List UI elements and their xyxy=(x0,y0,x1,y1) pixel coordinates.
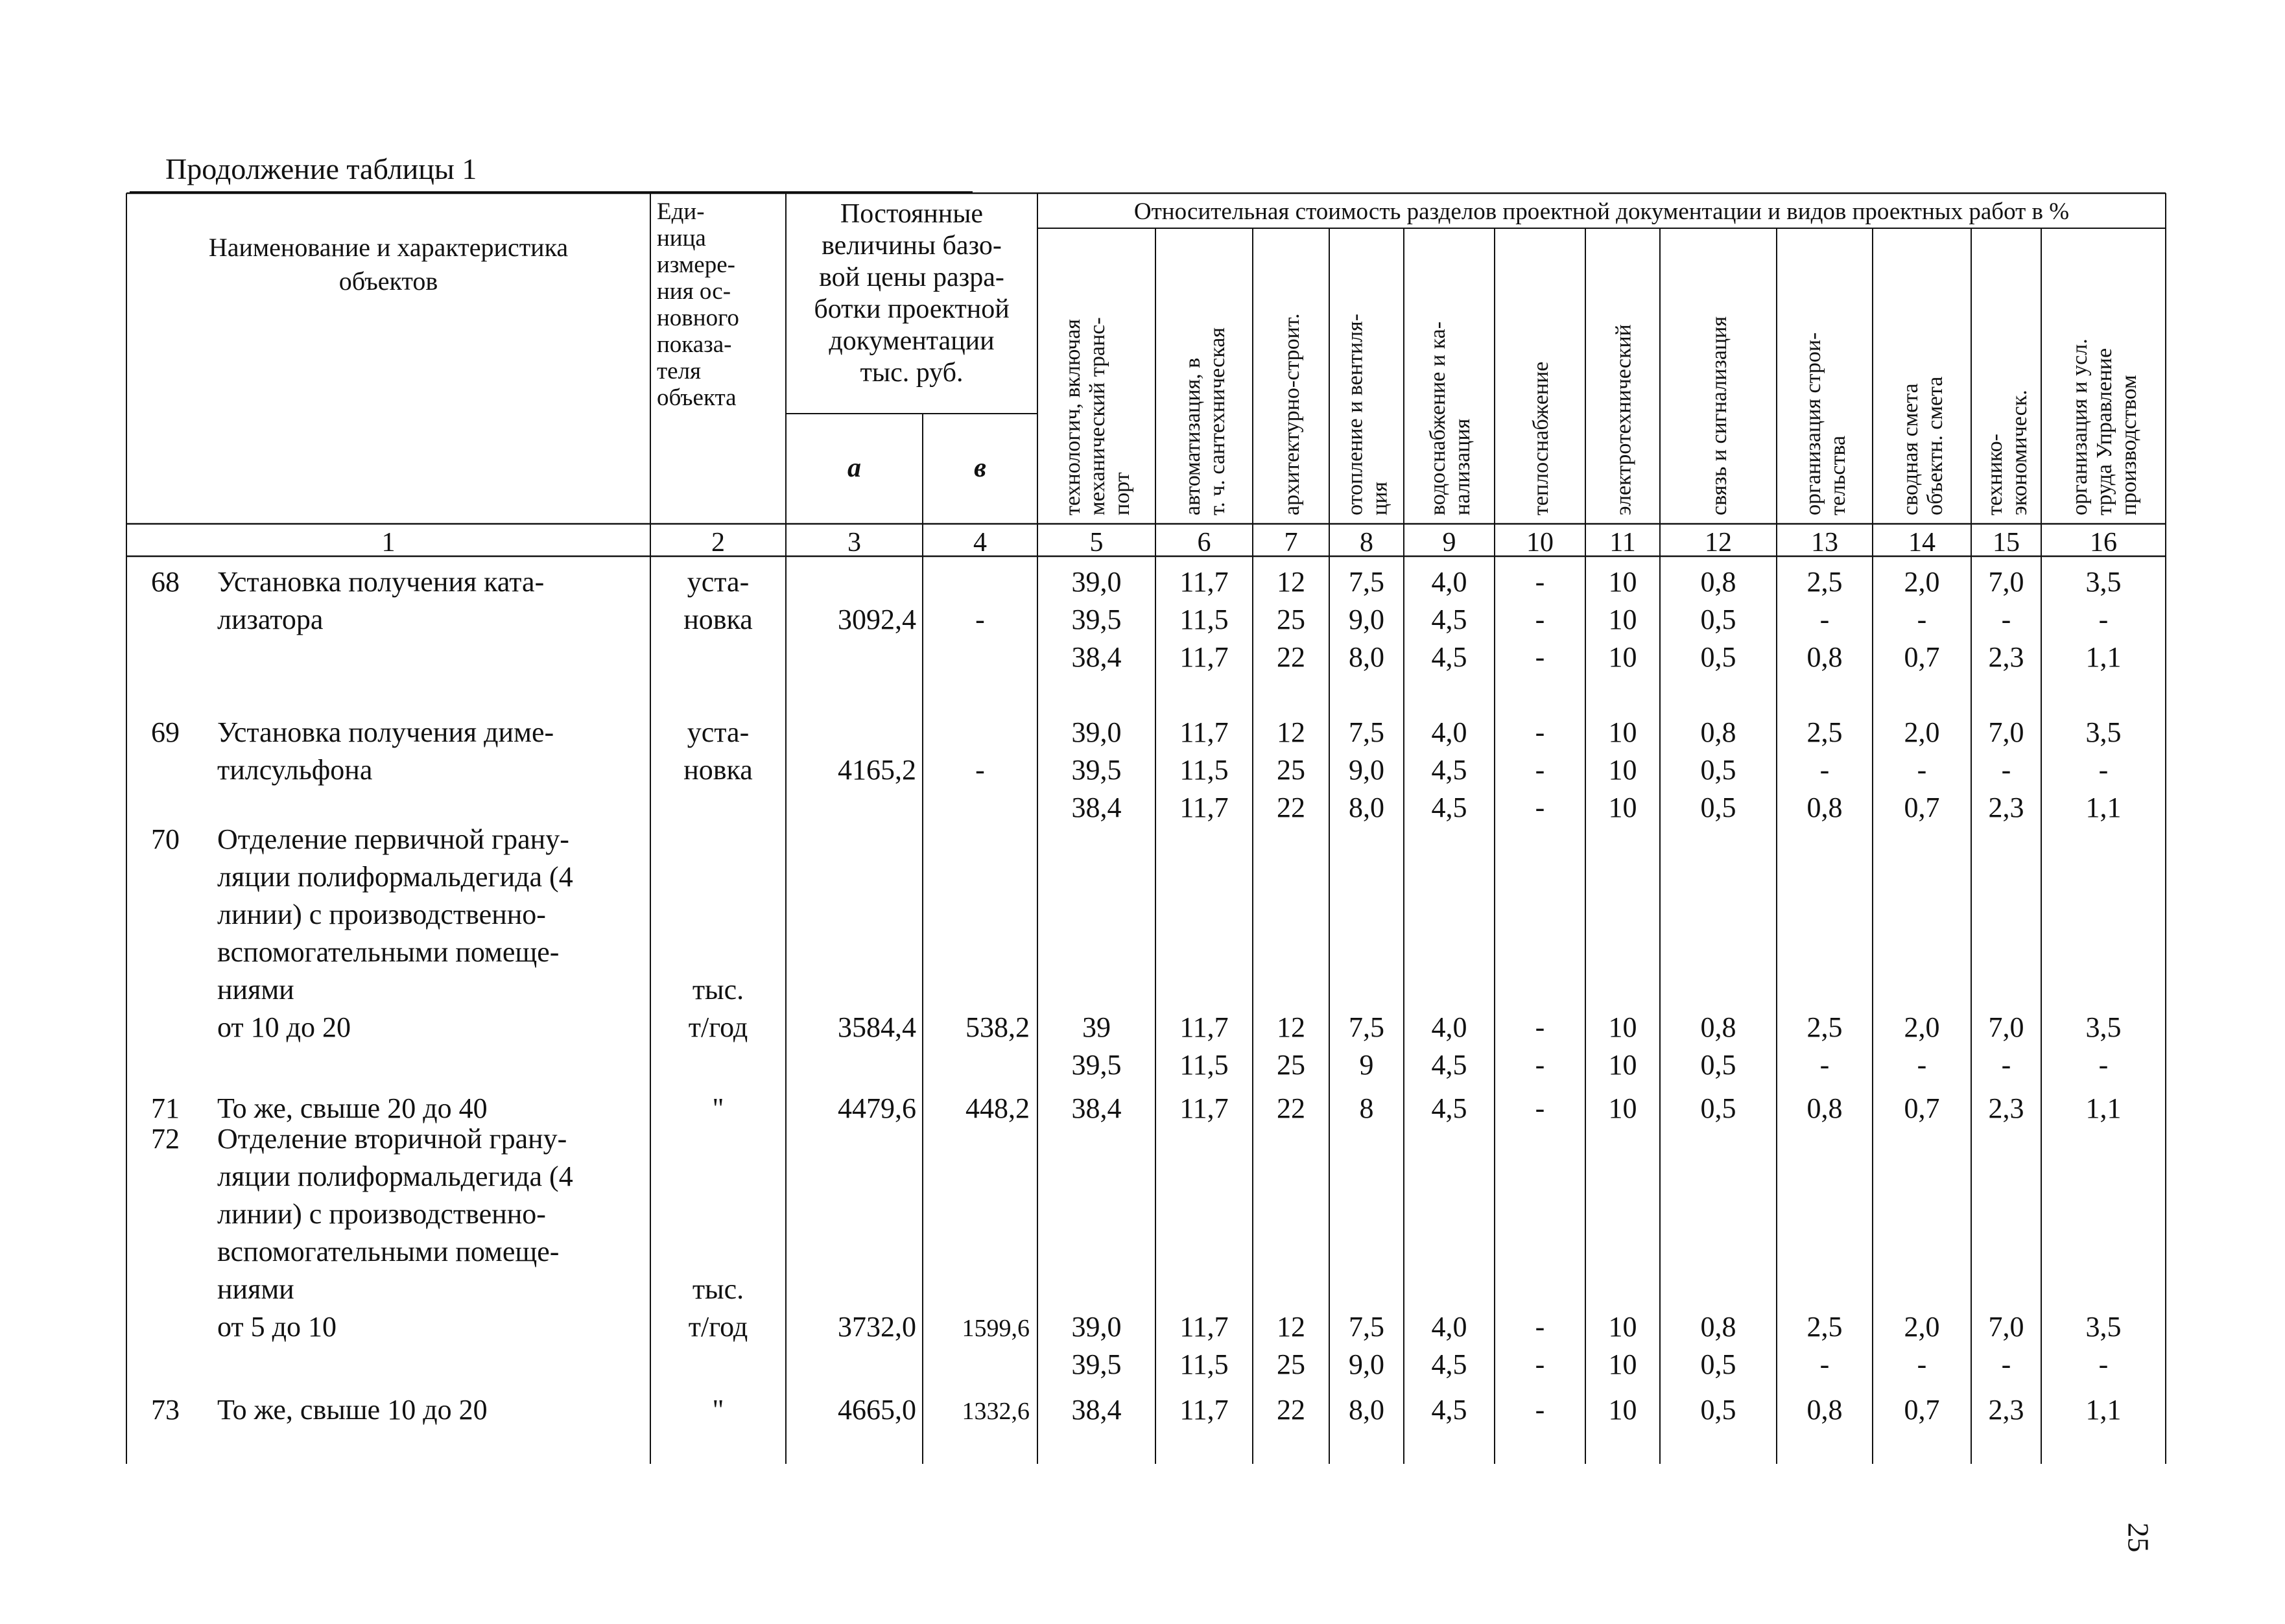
row-unit-line: тыс. xyxy=(692,974,744,1006)
column-number: 2 xyxy=(711,528,725,558)
row-percent-value: 10 xyxy=(1608,1092,1637,1124)
row-percent-value: - xyxy=(2098,604,2109,635)
row-base-price-a: 3584,4 xyxy=(838,1011,916,1043)
row-percent-value: 0,5 xyxy=(1700,1394,1736,1426)
row-percent-value: 2,3 xyxy=(1988,792,2024,823)
row-unit-line: тыс. xyxy=(692,1273,744,1305)
row-percent-value: 11,7 xyxy=(1179,716,1229,748)
row-name-line: вспомогательными помеще- xyxy=(217,1236,560,1267)
row-percent-value: 11,5 xyxy=(1179,604,1229,635)
row-percent-value: - xyxy=(1917,1049,1927,1081)
row-percent-value: 10 xyxy=(1608,1311,1637,1343)
row-percent-value: 39,5 xyxy=(1071,1348,1122,1380)
row-base-price-v: - xyxy=(975,604,985,635)
row-base-price-v: 538,2 xyxy=(965,1011,1030,1043)
row-unit-line: " xyxy=(712,1394,724,1426)
row-percent-value: 2,0 xyxy=(1904,1311,1940,1343)
header-vertical-label: экономическ. xyxy=(2007,390,2031,515)
row-percent-value: 7,0 xyxy=(1988,716,2024,748)
row-percent-value: 7,5 xyxy=(1349,1311,1384,1343)
column-number: 5 xyxy=(1089,528,1104,558)
row-percent-value: 2,5 xyxy=(1806,1011,1843,1043)
row-percent-value: 0,7 xyxy=(1904,792,1940,823)
row-percent-value: 0,5 xyxy=(1700,792,1736,823)
header-const-line: тыс. руб. xyxy=(860,358,964,388)
row-percent-value: 12 xyxy=(1277,716,1305,748)
row-number: 72 xyxy=(151,1123,180,1155)
header-unit-line: новного xyxy=(657,305,739,331)
row-percent-value: 10 xyxy=(1608,716,1637,748)
row-percent-value: - xyxy=(1917,754,1927,786)
row-percent-value: 0,5 xyxy=(1700,1092,1736,1124)
header-vertical-label: архитектурно-строит. xyxy=(1280,313,1304,515)
row-percent-value: 7,0 xyxy=(1988,1011,2024,1043)
row-percent-value: - xyxy=(1819,1049,1830,1081)
row-percent-value: 39,0 xyxy=(1071,716,1122,748)
row-percent-value: 22 xyxy=(1277,1092,1305,1124)
row-name-line: Установка получения ката- xyxy=(217,566,545,598)
row-percent-value: - xyxy=(1819,604,1830,635)
row-percent-value: 7,0 xyxy=(1988,566,2024,598)
row-percent-value: 10 xyxy=(1608,1348,1637,1380)
row-percent-value: 4,0 xyxy=(1431,566,1467,598)
row-unit-line: новка xyxy=(683,754,753,786)
row-percent-value: - xyxy=(1535,792,1545,823)
row-percent-value: 22 xyxy=(1277,792,1305,823)
row-unit-line: " xyxy=(712,1092,724,1124)
row-name-line: То же, свыше 20 до 40 xyxy=(217,1092,488,1124)
header-unit-line: ница xyxy=(657,225,706,252)
header-vertical-label: т. ч. сантехническая xyxy=(1205,327,1229,515)
row-percent-value: 7,5 xyxy=(1349,716,1384,748)
row-percent-value: - xyxy=(2001,604,2011,635)
row-percent-value: - xyxy=(1535,1348,1545,1380)
row-name-line: от 5 до 10 xyxy=(217,1311,337,1343)
row-percent-value: 39,0 xyxy=(1071,566,1122,598)
row-percent-value: 0,7 xyxy=(1904,641,1940,673)
column-number: 7 xyxy=(1284,528,1298,558)
row-unit-line: новка xyxy=(683,604,753,635)
row-percent-value: 25 xyxy=(1277,604,1305,635)
row-name-line: Отделение вторичной грану- xyxy=(217,1123,567,1155)
row-number: 69 xyxy=(151,716,180,748)
header-vertical-label: автоматизация, в xyxy=(1181,357,1205,515)
row-name-line: ляции полиформальдегида (4 xyxy=(217,861,573,893)
row-percent-value: - xyxy=(2098,754,2109,786)
header-unit-line: теля xyxy=(657,358,702,384)
row-percent-value: 0,5 xyxy=(1700,641,1736,673)
header-vertical-label: нализация xyxy=(1450,418,1474,515)
row-base-price-v: 448,2 xyxy=(965,1092,1030,1124)
row-name-line: от 10 до 20 xyxy=(217,1011,351,1043)
row-percent-value: - xyxy=(1535,604,1545,635)
header-vertical-label: организация и усл. xyxy=(2068,338,2092,515)
row-percent-value: 2,0 xyxy=(1904,716,1940,748)
header-unit-line: ния ос- xyxy=(657,278,731,305)
row-number: 73 xyxy=(151,1394,180,1426)
row-name-line: ниями xyxy=(217,1273,294,1305)
row-percent-value: 10 xyxy=(1608,754,1637,786)
row-percent-value: - xyxy=(1917,1348,1927,1380)
row-percent-value: 8 xyxy=(1359,1092,1374,1124)
row-percent-value: 0,5 xyxy=(1700,604,1736,635)
row-percent-value: - xyxy=(1535,716,1545,748)
row-percent-value: 10 xyxy=(1608,1394,1637,1426)
row-base-price-a: 3732,0 xyxy=(838,1311,916,1343)
row-percent-value: 3,5 xyxy=(2085,566,2122,598)
row-name-line: линии) с производственно- xyxy=(217,899,546,930)
row-percent-value: 9,0 xyxy=(1349,604,1384,635)
row-percent-value: - xyxy=(1535,1311,1545,1343)
row-percent-value: 39,0 xyxy=(1071,1311,1122,1343)
row-number: 71 xyxy=(151,1092,180,1124)
column-number: 4 xyxy=(973,528,987,558)
row-percent-value: 3,5 xyxy=(2085,1011,2122,1043)
row-percent-value: 0,7 xyxy=(1904,1092,1940,1124)
row-percent-value: 4,0 xyxy=(1431,1011,1467,1043)
row-percent-value: 0,5 xyxy=(1700,1049,1736,1081)
row-percent-value: 0,5 xyxy=(1700,754,1736,786)
row-name-line: лизатора xyxy=(217,604,324,635)
row-percent-value: 4,5 xyxy=(1431,1394,1467,1426)
header-name-line: Наименование и характеристика xyxy=(208,233,569,262)
row-percent-value: 4,5 xyxy=(1431,1348,1467,1380)
row-percent-value: - xyxy=(1819,754,1830,786)
column-number: 1 xyxy=(381,528,396,558)
row-percent-value: 25 xyxy=(1277,1049,1305,1081)
row-percent-value: 0,8 xyxy=(1806,641,1843,673)
header-vertical-label: технико- xyxy=(1983,433,2007,515)
row-percent-value: 9,0 xyxy=(1349,1348,1384,1380)
row-percent-value: 0,8 xyxy=(1700,1311,1736,1343)
row-percent-value: - xyxy=(2001,1348,2011,1380)
row-percent-value: 38,4 xyxy=(1071,1394,1122,1426)
row-percent-value: - xyxy=(2001,754,2011,786)
row-name-line: тилсульфона xyxy=(217,754,373,786)
row-percent-value: - xyxy=(1535,1394,1545,1426)
row-number: 70 xyxy=(151,823,180,855)
row-percent-value: 25 xyxy=(1277,1348,1305,1380)
header-unit-line: измере- xyxy=(657,252,735,278)
header-vertical-label: механический транс- xyxy=(1085,317,1109,515)
row-percent-value: 0,8 xyxy=(1700,1011,1736,1043)
row-base-price-v: 1332,6 xyxy=(962,1398,1030,1425)
row-percent-value: 3,5 xyxy=(2085,1311,2122,1343)
header-vertical-label: теплоснабжение xyxy=(1529,361,1553,515)
row-percent-value: 12 xyxy=(1277,1011,1305,1043)
row-base-price-v: - xyxy=(975,754,985,786)
row-percent-value: 2,5 xyxy=(1806,1311,1843,1343)
row-name-line: ляции полиформальдегида (4 xyxy=(217,1160,573,1192)
row-percent-value: 0,7 xyxy=(1904,1394,1940,1426)
header-vertical-label: производством xyxy=(2117,375,2141,515)
row-percent-value: 39,5 xyxy=(1071,1049,1122,1081)
row-percent-value: 38,4 xyxy=(1071,641,1122,673)
row-percent-value: 10 xyxy=(1608,566,1637,598)
header-vertical-label: ция xyxy=(1367,481,1392,515)
row-percent-value: 2,0 xyxy=(1904,566,1940,598)
row-percent-value: 2,3 xyxy=(1988,641,2024,673)
row-base-price-v: 1599,6 xyxy=(962,1315,1030,1342)
row-percent-value: 8,0 xyxy=(1349,641,1384,673)
column-number: 10 xyxy=(1526,528,1554,558)
row-number: 68 xyxy=(151,566,180,598)
row-percent-value: 0,8 xyxy=(1700,716,1736,748)
row-base-price-a: 4165,2 xyxy=(838,754,916,786)
row-percent-value: 1,1 xyxy=(2085,1394,2122,1426)
row-percent-value: - xyxy=(1535,1011,1545,1043)
row-unit-line: т/год xyxy=(688,1011,748,1043)
row-name-line: вспомогательными помеще- xyxy=(217,936,560,968)
row-percent-value: 22 xyxy=(1277,641,1305,673)
header-unit-line: показа- xyxy=(657,331,732,358)
row-percent-value: 1,1 xyxy=(2085,792,2122,823)
column-number: 14 xyxy=(1908,528,1936,558)
row-percent-value: 22 xyxy=(1277,1394,1305,1426)
row-percent-value: - xyxy=(1535,754,1545,786)
page-number: 25 xyxy=(2122,1522,2155,1553)
header-relative-title: Относительная стоимость разделов проектной документации и видов проектных работ в % xyxy=(1133,198,2070,225)
row-percent-value: 0,5 xyxy=(1700,1348,1736,1380)
row-percent-value: 11,7 xyxy=(1179,566,1229,598)
row-percent-value: 2,3 xyxy=(1988,1394,2024,1426)
row-percent-value: 4,5 xyxy=(1431,641,1467,673)
header-vertical-label: тельства xyxy=(1826,435,1850,515)
header-vertical-label: технологич, включая xyxy=(1061,319,1085,515)
row-percent-value: - xyxy=(1535,566,1545,598)
row-percent-value: 11,7 xyxy=(1179,641,1229,673)
row-name-line: Установка получения диме- xyxy=(217,716,554,748)
row-percent-value: 4,5 xyxy=(1431,754,1467,786)
header-vertical-label: порт xyxy=(1110,472,1134,515)
header-vertical-label: сводная смета xyxy=(1899,383,1923,515)
row-percent-value: 2,5 xyxy=(1806,716,1843,748)
row-percent-value: 1,1 xyxy=(2085,1092,2122,1124)
row-percent-value: 0,8 xyxy=(1806,1394,1843,1426)
row-percent-value: - xyxy=(2001,1049,2011,1081)
row-percent-value: 9 xyxy=(1359,1049,1374,1081)
row-percent-value: 2,0 xyxy=(1904,1011,1940,1043)
row-percent-value: 8,0 xyxy=(1349,1394,1384,1426)
column-number: 12 xyxy=(1705,528,1732,558)
header-unit-line: объекта xyxy=(657,384,737,411)
row-percent-value: 11,5 xyxy=(1179,1049,1229,1081)
row-percent-value: - xyxy=(1917,604,1927,635)
header-const-line: ботки проектной xyxy=(814,294,1010,324)
row-percent-value: 4,5 xyxy=(1431,1049,1467,1081)
row-percent-value: 11,7 xyxy=(1179,1011,1229,1043)
row-name-line: ниями xyxy=(217,974,294,1006)
header-const-line: документации xyxy=(829,326,995,356)
row-percent-value: 38,4 xyxy=(1071,1092,1122,1124)
column-number: 3 xyxy=(847,528,861,558)
column-number: 15 xyxy=(1993,528,2020,558)
row-unit-line: т/год xyxy=(688,1311,748,1343)
row-percent-value: 39,5 xyxy=(1071,754,1122,786)
row-percent-value: - xyxy=(2098,1348,2109,1380)
header-name-line: объектов xyxy=(338,266,438,296)
row-percent-value: - xyxy=(1819,1348,1830,1380)
row-percent-value: 11,7 xyxy=(1179,1394,1229,1426)
column-number: 9 xyxy=(1442,528,1456,558)
header-unit-line: Еди- xyxy=(657,198,705,225)
row-base-price-a: 4665,0 xyxy=(838,1394,916,1426)
row-percent-value: 10 xyxy=(1608,604,1637,635)
row-percent-value: 11,5 xyxy=(1179,1348,1229,1380)
row-percent-value: - xyxy=(1535,1092,1545,1124)
row-unit-line: уста- xyxy=(687,716,750,748)
row-percent-value: 4,0 xyxy=(1431,1311,1467,1343)
row-percent-value: 25 xyxy=(1277,754,1305,786)
column-number: 16 xyxy=(2090,528,2117,558)
column-number: 11 xyxy=(1609,528,1636,558)
row-percent-value: 8,0 xyxy=(1349,792,1384,823)
row-percent-value: 0,8 xyxy=(1806,792,1843,823)
row-percent-value: 3,5 xyxy=(2085,716,2122,748)
row-percent-value: 10 xyxy=(1608,1049,1637,1081)
row-percent-value: 7,5 xyxy=(1349,1011,1384,1043)
row-percent-value: 12 xyxy=(1277,1311,1305,1343)
row-percent-value: - xyxy=(1535,641,1545,673)
row-unit-line: уста- xyxy=(687,566,750,598)
row-percent-value: 0,8 xyxy=(1806,1092,1843,1124)
header-vertical-label: отопление и вентиля- xyxy=(1343,313,1367,515)
row-name-line: Отделение первичной грану- xyxy=(217,823,569,855)
header-vertical-label: водоснабжение и ка- xyxy=(1426,321,1450,515)
header-const-v: в xyxy=(974,453,986,483)
row-percent-value: 4,0 xyxy=(1431,716,1467,748)
row-percent-value: 39 xyxy=(1082,1011,1111,1043)
row-percent-value: - xyxy=(2098,1049,2109,1081)
row-percent-value: 4,5 xyxy=(1431,1092,1467,1124)
row-percent-value: 4,5 xyxy=(1431,792,1467,823)
header-vertical-label: организация строи- xyxy=(1801,332,1825,515)
row-percent-value: 2,5 xyxy=(1806,566,1843,598)
header-vertical-label: объектн. смета xyxy=(1923,376,1947,515)
row-percent-value: 7,5 xyxy=(1349,566,1384,598)
row-percent-value: 11,7 xyxy=(1179,1311,1229,1343)
row-percent-value: 11,7 xyxy=(1179,792,1229,823)
row-percent-value: 9,0 xyxy=(1349,754,1384,786)
row-percent-value: 10 xyxy=(1608,1011,1637,1043)
row-percent-value: 0,8 xyxy=(1700,566,1736,598)
row-name-line: линии) с производственно- xyxy=(217,1198,546,1230)
header-const-line: Постоянные xyxy=(840,199,984,229)
header-vertical-label: труда Управление xyxy=(2092,347,2116,515)
row-percent-value: 39,5 xyxy=(1071,604,1122,635)
row-percent-value: 11,7 xyxy=(1179,1092,1229,1124)
header-const-a: а xyxy=(847,453,861,483)
row-name-line: То же, свыше 10 до 20 xyxy=(217,1394,488,1426)
row-percent-value: 1,1 xyxy=(2085,641,2122,673)
row-percent-value: 2,3 xyxy=(1988,1092,2024,1124)
row-percent-value: 38,4 xyxy=(1071,792,1122,823)
row-percent-value: 7,0 xyxy=(1988,1311,2024,1343)
header-const-line: вой цены разра- xyxy=(819,263,1004,292)
row-base-price-a: 3092,4 xyxy=(838,604,916,635)
row-percent-value: 10 xyxy=(1608,792,1637,823)
header-const-line: величины базо- xyxy=(822,231,1002,261)
table-caption: Продолжение таблицы 1 xyxy=(165,152,477,185)
column-number: 13 xyxy=(1811,528,1838,558)
row-percent-value: 4,5 xyxy=(1431,604,1467,635)
header-vertical-label: связь и сигнализация xyxy=(1707,316,1731,515)
row-percent-value: 12 xyxy=(1277,566,1305,598)
row-percent-value: 11,5 xyxy=(1179,754,1229,786)
header-vertical-label: электротехнический xyxy=(1611,324,1636,515)
row-percent-value: - xyxy=(1535,1049,1545,1081)
column-number: 6 xyxy=(1197,528,1211,558)
column-number: 8 xyxy=(1360,528,1373,558)
row-base-price-a: 4479,6 xyxy=(838,1092,916,1124)
row-percent-value: 10 xyxy=(1608,641,1637,673)
